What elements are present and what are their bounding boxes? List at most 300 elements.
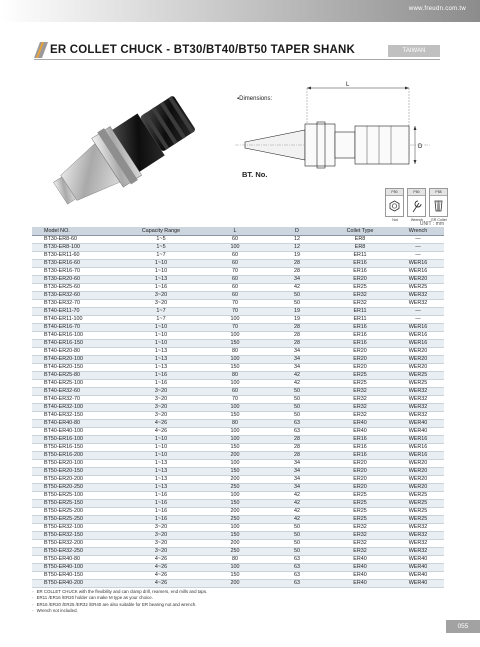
cell-l: 150 — [204, 572, 266, 580]
cell-l: 150 — [204, 412, 266, 420]
cell-capacity: 1~13 — [118, 276, 204, 284]
cell-capacity: 1~16 — [118, 500, 204, 508]
cell-l: 150 — [204, 340, 266, 348]
cell-l: 80 — [204, 556, 266, 564]
cell-d: 19 — [266, 308, 328, 316]
cell-model: BT50-ER25-100 — [32, 492, 118, 500]
cell-capacity: 1~13 — [118, 364, 204, 372]
table-row — [32, 412, 444, 420]
cell-collet-type: ER20 — [328, 364, 392, 372]
cell-d: 34 — [266, 348, 328, 356]
cell-d: 42 — [266, 516, 328, 524]
table-row — [32, 572, 444, 580]
cell-model: BT50-ER40-150 — [32, 572, 118, 580]
cell-capacity: 1~10 — [118, 452, 204, 460]
cell-l: 100 — [204, 436, 266, 444]
cell-collet-type: ER32 — [328, 300, 392, 308]
cell-collet-type: ER8 — [328, 244, 392, 252]
cell-collet-type: ER25 — [328, 372, 392, 380]
cell-d: 50 — [266, 292, 328, 300]
cell-model: BT40-ER16-150 — [32, 340, 118, 348]
cell-capacity: 1~13 — [118, 484, 204, 492]
cell-capacity: 1~5 — [118, 244, 204, 252]
cell-d: 28 — [266, 436, 328, 444]
cell-wrench: WER32 — [392, 292, 444, 300]
cell-d: 42 — [266, 380, 328, 388]
cell-capacity: 1~13 — [118, 348, 204, 356]
cell-model: BT40-ER25-80 — [32, 372, 118, 380]
cell-wrench: WER25 — [392, 284, 444, 292]
diameter-label: D — [418, 144, 423, 150]
cell-d: 28 — [266, 324, 328, 332]
cell-wrench: WER20 — [392, 484, 444, 492]
table-row — [32, 484, 444, 492]
cell-l: 60 — [204, 276, 266, 284]
unit-label: UNIT : mm — [419, 221, 444, 227]
accessory-wrench — [407, 188, 426, 217]
table-row — [32, 268, 444, 276]
cell-wrench: WER25 — [392, 372, 444, 380]
cell-capacity: 1~16 — [118, 508, 204, 516]
dimensions-label: ▪Dimensions: — [237, 96, 273, 102]
cell-d: 12 — [266, 244, 328, 252]
cell-capacity: 1~13 — [118, 476, 204, 484]
cell-l: 150 — [204, 444, 266, 452]
table-row — [32, 236, 444, 244]
cell-collet-type: ER20 — [328, 276, 392, 284]
cell-d: 34 — [266, 276, 328, 284]
cell-wrench: WER40 — [392, 556, 444, 564]
cell-wrench: WER25 — [392, 380, 444, 388]
cell-d: 42 — [266, 500, 328, 508]
cell-wrench: WER32 — [392, 524, 444, 532]
cell-wrench: WER32 — [392, 396, 444, 404]
cell-wrench: — — [392, 236, 444, 244]
cell-capacity: 1~10 — [118, 260, 204, 268]
note-text: ER16 /ER20 /ER25 /ER32 /ER40 are also suitable for ER bearing nut and wrench. — [36, 601, 197, 607]
accessory-name: ER Collet — [431, 218, 447, 222]
cell-d: 42 — [266, 492, 328, 500]
table-header-row — [32, 227, 444, 236]
cell-model: BT50-ER20-100 — [32, 460, 118, 468]
cell-wrench: WER25 — [392, 516, 444, 524]
cell-d: 50 — [266, 300, 328, 308]
cell-wrench: WER32 — [392, 548, 444, 556]
cell-wrench: WER20 — [392, 364, 444, 372]
table-row — [32, 532, 444, 540]
cell-collet-type: ER40 — [328, 428, 392, 436]
cell-l: 100 — [204, 564, 266, 572]
cell-d: 34 — [266, 460, 328, 468]
cell-capacity: 1~7 — [118, 316, 204, 324]
table-row — [32, 564, 444, 572]
cell-wrench: WER20 — [392, 356, 444, 364]
cell-model: BT30-ER8-100 — [32, 244, 118, 252]
cell-l: 100 — [204, 524, 266, 532]
cell-model: BT40-ER40-100 — [32, 428, 118, 436]
note-text: Wrench not included. — [36, 607, 78, 613]
cell-wrench: WER40 — [392, 572, 444, 580]
cell-capacity: 1~13 — [118, 468, 204, 476]
cell-model: BT50-ER20-150 — [32, 468, 118, 476]
cell-collet-type: ER11 — [328, 316, 392, 324]
cell-capacity: 3~20 — [118, 540, 204, 548]
cell-collet-type: ER25 — [328, 516, 392, 524]
collet-icon — [432, 198, 445, 214]
cell-model: BT30-ER20-60 — [32, 276, 118, 284]
header-capacity: Capacity Range — [118, 227, 204, 236]
cell-l: 100 — [204, 460, 266, 468]
cell-d: 63 — [266, 556, 328, 564]
cell-l: 200 — [204, 540, 266, 548]
cell-capacity: 3~20 — [118, 548, 204, 556]
cell-d: 34 — [266, 468, 328, 476]
cell-model: BT50-ER32-150 — [32, 532, 118, 540]
cell-l: 250 — [204, 548, 266, 556]
cell-collet-type: ER40 — [328, 580, 392, 588]
cell-wrench: WER25 — [392, 492, 444, 500]
cell-collet-type: ER16 — [328, 324, 392, 332]
cell-model: BT30-ER16-60 — [32, 260, 118, 268]
cell-wrench: WER25 — [392, 508, 444, 516]
cell-capacity: 1~13 — [118, 460, 204, 468]
cell-d: 34 — [266, 356, 328, 364]
cell-wrench: WER32 — [392, 532, 444, 540]
header-collet-type: Collet Type — [328, 227, 392, 236]
cell-l: 70 — [204, 396, 266, 404]
cell-model: BT30-ER16-70 — [32, 268, 118, 276]
accessory-code: P60 — [408, 189, 425, 196]
cell-model: BT50-ER40-100 — [32, 564, 118, 572]
cell-model: BT50-ER25-250 — [32, 516, 118, 524]
table-row — [32, 580, 444, 588]
cell-l: 70 — [204, 300, 266, 308]
cell-l: 200 — [204, 452, 266, 460]
cell-d: 50 — [266, 532, 328, 540]
cell-model: BT40-ER32-100 — [32, 404, 118, 412]
cell-l: 60 — [204, 284, 266, 292]
cell-capacity: 4~26 — [118, 428, 204, 436]
cell-model: BT40-ER20-100 — [32, 356, 118, 364]
cell-wrench: — — [392, 308, 444, 316]
header-model: Model NO. — [32, 227, 118, 236]
note-text: ER COLLET CHUCK with the flexibility and can clamp drill, reamers, end mills and taps. — [36, 589, 208, 594]
cell-model: BT50-ER20-200 — [32, 476, 118, 484]
bullet-icon: ◦ — [32, 601, 34, 607]
cell-d: 34 — [266, 364, 328, 372]
cell-wrench: WER20 — [392, 460, 444, 468]
cell-d: 19 — [266, 316, 328, 324]
cell-l: 80 — [204, 420, 266, 428]
cell-wrench: WER20 — [392, 468, 444, 476]
cell-wrench: WER16 — [392, 436, 444, 444]
cell-capacity: 1~10 — [118, 332, 204, 340]
cell-l: 150 — [204, 364, 266, 372]
note-text: ER11 /ER16 /ER20 holder can make M type as your choice. — [36, 595, 153, 601]
cell-wrench: WER20 — [392, 348, 444, 356]
table-row — [32, 364, 444, 372]
table-row — [32, 276, 444, 284]
cell-capacity: 1~10 — [118, 436, 204, 444]
top-banner — [0, 0, 480, 22]
cell-collet-type: ER25 — [328, 508, 392, 516]
cell-l: 70 — [204, 308, 266, 316]
cell-model: BT50-ER32-250 — [32, 548, 118, 556]
cell-collet-type: ER32 — [328, 524, 392, 532]
cell-d: 28 — [266, 444, 328, 452]
header-wrench: Wrench — [392, 227, 444, 236]
cell-l: 100 — [204, 316, 266, 324]
title-accent-icon — [34, 42, 48, 58]
cell-capacity: 3~20 — [118, 388, 204, 396]
cell-collet-type: ER25 — [328, 284, 392, 292]
cell-model: BT40-ER20-80 — [32, 348, 118, 356]
cell-capacity: 3~20 — [118, 412, 204, 420]
table-row — [32, 468, 444, 476]
table-row — [32, 548, 444, 556]
cell-l: 60 — [204, 236, 266, 244]
table-row — [32, 292, 444, 300]
cell-wrench: WER20 — [392, 276, 444, 284]
cell-capacity: 3~20 — [118, 396, 204, 404]
cell-capacity: 1~16 — [118, 492, 204, 500]
cell-collet-type: ER8 — [328, 236, 392, 244]
cell-l: 250 — [204, 484, 266, 492]
accessory-code: P58 — [430, 189, 447, 196]
cell-collet-type: ER11 — [328, 308, 392, 316]
cell-wrench: WER32 — [392, 388, 444, 396]
cell-d: 34 — [266, 484, 328, 492]
cell-l: 70 — [204, 324, 266, 332]
bullet-icon: ◦ — [32, 589, 34, 594]
page-number: 055 — [446, 620, 480, 633]
table-row — [32, 452, 444, 460]
cell-d: 50 — [266, 540, 328, 548]
wrench-icon — [410, 198, 423, 214]
cell-collet-type: ER20 — [328, 460, 392, 468]
cell-wrench: WER40 — [392, 564, 444, 572]
cell-d: 28 — [266, 340, 328, 348]
cell-wrench: WER40 — [392, 580, 444, 588]
cell-model: BT50-ER20-250 — [32, 484, 118, 492]
cell-d: 42 — [266, 284, 328, 292]
cell-wrench: WER25 — [392, 500, 444, 508]
cell-l: 200 — [204, 508, 266, 516]
cell-collet-type: ER40 — [328, 564, 392, 572]
cell-d: 63 — [266, 564, 328, 572]
table-row — [32, 524, 444, 532]
cell-wrench: WER16 — [392, 260, 444, 268]
table-row — [32, 404, 444, 412]
cell-wrench: — — [392, 252, 444, 260]
table-row — [32, 372, 444, 380]
table-row — [32, 388, 444, 396]
cell-l: 150 — [204, 500, 266, 508]
cell-l: 100 — [204, 492, 266, 500]
notes — [32, 589, 444, 614]
cell-d: 28 — [266, 452, 328, 460]
table-row — [32, 396, 444, 404]
cell-d: 50 — [266, 524, 328, 532]
cell-d: 63 — [266, 580, 328, 588]
cell-d: 50 — [266, 388, 328, 396]
cell-collet-type: ER16 — [328, 340, 392, 348]
cell-l: 60 — [204, 252, 266, 260]
cell-capacity: 1~10 — [118, 444, 204, 452]
cell-l: 100 — [204, 244, 266, 252]
cell-model: BT40-ER25-100 — [32, 380, 118, 388]
table-row — [32, 500, 444, 508]
cell-wrench: WER20 — [392, 476, 444, 484]
cell-wrench: — — [392, 244, 444, 252]
cell-wrench: — — [392, 316, 444, 324]
table-row — [32, 260, 444, 268]
header-d: D — [266, 227, 328, 236]
bt-number-label: BT. No. — [242, 170, 268, 179]
table-row — [32, 540, 444, 548]
cell-collet-type: ER20 — [328, 476, 392, 484]
cell-wrench: WER32 — [392, 412, 444, 420]
cell-wrench: WER32 — [392, 540, 444, 548]
table-row — [32, 252, 444, 260]
cell-collet-type: ER32 — [328, 404, 392, 412]
cell-collet-type: ER25 — [328, 380, 392, 388]
cell-collet-type: ER16 — [328, 332, 392, 340]
cell-capacity: 4~26 — [118, 556, 204, 564]
table-row — [32, 428, 444, 436]
cell-collet-type: ER20 — [328, 484, 392, 492]
table-row — [32, 324, 444, 332]
note-item — [32, 608, 444, 614]
cell-model: BT40-ER11-70 — [32, 308, 118, 316]
cell-model: BT40-ER40-80 — [32, 420, 118, 428]
cell-d: 42 — [266, 508, 328, 516]
cell-collet-type: ER32 — [328, 548, 392, 556]
cell-model: BT30-ER32-70 — [32, 300, 118, 308]
accessory-name: Wrench — [410, 218, 424, 222]
cell-collet-type: ER16 — [328, 260, 392, 268]
cell-capacity: 1~13 — [118, 356, 204, 364]
cell-wrench: WER16 — [392, 268, 444, 276]
cell-collet-type: ER32 — [328, 540, 392, 548]
cell-capacity: 4~26 — [118, 572, 204, 580]
cell-capacity: 1~16 — [118, 380, 204, 388]
cell-wrench: WER16 — [392, 332, 444, 340]
cell-collet-type: ER32 — [328, 412, 392, 420]
cell-d: 19 — [266, 252, 328, 260]
cell-model: BT50-ER25-200 — [32, 508, 118, 516]
table-row — [32, 332, 444, 340]
cell-l: 80 — [204, 372, 266, 380]
cell-capacity: 1~5 — [118, 236, 204, 244]
accessory-code: P50 — [386, 189, 403, 196]
cell-wrench: WER40 — [392, 428, 444, 436]
cell-capacity: 3~20 — [118, 524, 204, 532]
cell-d: 63 — [266, 428, 328, 436]
cell-model: BT40-ER32-60 — [32, 388, 118, 396]
product-image — [42, 74, 217, 226]
cell-d: 34 — [266, 476, 328, 484]
site-url: www.freudn.com.tw — [408, 6, 466, 12]
cell-wrench: WER16 — [392, 444, 444, 452]
table-row — [32, 420, 444, 428]
table-row — [32, 380, 444, 388]
spec-table — [32, 227, 444, 588]
cell-wrench: WER32 — [392, 300, 444, 308]
cell-collet-type: ER16 — [328, 444, 392, 452]
cell-collet-type: ER25 — [328, 500, 392, 508]
cell-collet-type: ER11 — [328, 252, 392, 260]
cell-d: 63 — [266, 420, 328, 428]
cell-capacity: 1~16 — [118, 372, 204, 380]
accessory-collet — [429, 188, 448, 217]
cell-d: 28 — [266, 260, 328, 268]
table-row — [32, 476, 444, 484]
nut-icon — [388, 198, 401, 214]
cell-model: BT30-ER11-60 — [32, 252, 118, 260]
cell-model: BT40-ER32-70 — [32, 396, 118, 404]
cell-model: BT50-ER32-100 — [32, 524, 118, 532]
cell-collet-type: ER40 — [328, 420, 392, 428]
table-row — [32, 556, 444, 564]
cell-capacity: 1~16 — [118, 516, 204, 524]
cell-capacity: 3~20 — [118, 532, 204, 540]
cell-capacity: 1~10 — [118, 268, 204, 276]
cell-capacity: 3~20 — [118, 292, 204, 300]
cell-d: 50 — [266, 404, 328, 412]
cell-model: BT50-ER32-200 — [32, 540, 118, 548]
table-row — [32, 348, 444, 356]
cell-l: 60 — [204, 292, 266, 300]
cell-model: BT30-ER25-60 — [32, 284, 118, 292]
cell-collet-type: ER20 — [328, 356, 392, 364]
cell-capacity: 1~7 — [118, 252, 204, 260]
accessory-name: Nut — [392, 218, 398, 222]
table-row — [32, 508, 444, 516]
table-row — [32, 516, 444, 524]
cell-wrench: WER16 — [392, 340, 444, 348]
cell-l: 100 — [204, 428, 266, 436]
table-row — [32, 244, 444, 252]
cell-capacity: 3~20 — [118, 300, 204, 308]
cell-collet-type: ER16 — [328, 452, 392, 460]
cell-collet-type: ER16 — [328, 436, 392, 444]
cell-l: 100 — [204, 332, 266, 340]
cell-collet-type: ER40 — [328, 572, 392, 580]
cell-model: BT40-ER16-70 — [32, 324, 118, 332]
cell-l: 80 — [204, 348, 266, 356]
cell-model: BT50-ER16-150 — [32, 444, 118, 452]
cell-model: BT50-ER16-100 — [32, 436, 118, 444]
table-row — [32, 460, 444, 468]
cell-collet-type: ER25 — [328, 492, 392, 500]
cell-collet-type: ER16 — [328, 268, 392, 276]
cell-l: 250 — [204, 516, 266, 524]
cell-d: 50 — [266, 548, 328, 556]
cell-model: BT30-ER32-60 — [32, 292, 118, 300]
cell-l: 100 — [204, 380, 266, 388]
cell-collet-type: ER32 — [328, 396, 392, 404]
table-row — [32, 436, 444, 444]
cell-l: 150 — [204, 532, 266, 540]
header-l: L — [204, 227, 266, 236]
cell-d: 28 — [266, 268, 328, 276]
cell-capacity: 3~20 — [118, 404, 204, 412]
cell-d: 63 — [266, 572, 328, 580]
cell-l: 70 — [204, 268, 266, 276]
cell-wrench: WER32 — [392, 404, 444, 412]
table-row — [32, 492, 444, 500]
